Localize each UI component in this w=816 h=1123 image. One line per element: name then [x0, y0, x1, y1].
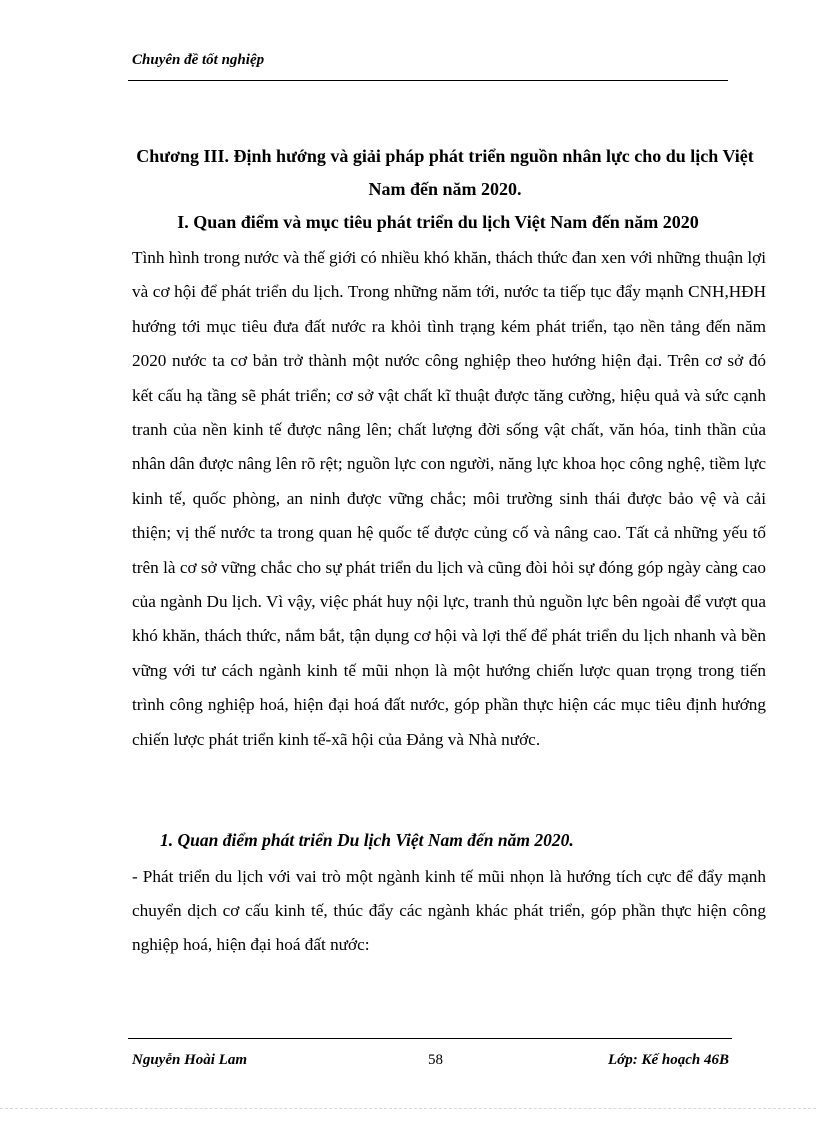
page-number: 58: [428, 1052, 443, 1068]
header-title: Chuyên đề tốt nghiệp: [132, 52, 265, 68]
footer-divider: [128, 1038, 732, 1039]
header-divider: [128, 80, 728, 81]
body-paragraph: Tình hình trong nước và thế giới có nhiều khó khăn, thách thức đan xen với những thuận lợi và cơ hội để phát triển du lịch. Trong những năm tới, nước ta tiếp tục đẩy mạnh CNH,HĐH hướng tới mục tiêu đưa đất nước ra khỏi tình trạng kém phát triển, tạo nền tảng đến năm 2020 nước ta cơ bản trở thành một nước công nghiệp theo hướng hiện đại. Trên cơ sở đó kết cấu hạ tầng sẽ phát triển; cơ sở vật chất kĩ thuật được tăng cường, hiệu quả và sức cạnh tranh của nền kinh tế được nâng lên; chất lượng đời sống vật chất, văn hóa, tinh thần của nhân dân được nâng lên rõ rệt; nguồn lực con người, năng lực khoa học công nghệ, tiềm lực kinh tế, quốc phòng, an ninh được vững chắc; môi trường sinh thái được bảo vệ và cải thiện; vị thế nước ta trong quan hệ quốc tế được củng cố và nâng cao. Tất cả những yếu tố trên là cơ sở vững chắc cho sự phát triển du lịch và cũng đòi hỏi sự đóng góp ngày càng cao của ngành Du lịch. Vì vậy, việc phát huy nội lực, tranh thủ nguồn lực bên ngoài để vượt qua khó khăn, thách thức, nắm bắt, tận dụng cơ hội và lợi thế để phát triển du lịch nhanh và bền vững với tư cách ngành kinh tế mũi nhọn là một hướng chiến lược quan trọng trong tiến trình công nghiệp hoá, hiện đại hoá đất nước, góp phần thực hiện các mục tiêu định hướng chiến lược phát triển kinh tế-xã hội của Đảng và Nhà nước.: [132, 248, 766, 749]
chapter-title: Chương III. Định hướng và giải pháp phát triển nguồn nhân lực cho du lịch Việt Nam đến năm 2020.: [136, 146, 754, 199]
footer-author: Nguyễn Hoài Lam: [132, 1052, 247, 1068]
subsection-title: 1. Quan điểm phát triển Du lịch Việt Nam đến năm 2020.: [160, 830, 574, 850]
page-bottom-edge: [0, 1108, 816, 1109]
footer-class-label: Lớp: Kế hoạch 46B: [608, 1052, 729, 1068]
section-title: I. Quan điểm và mục tiêu phát triển du lịch Việt Nam đến năm 2020: [177, 212, 699, 232]
bullet-paragraph: - Phát triển du lịch với vai trò một ngành kinh tế mũi nhọn là hướng tích cực để đẩy mạnh chuyển dịch cơ cấu kinh tế, thúc đẩy các ngành khác phát triển, góp phần thực hiện công nghiệp hoá, hiện đại hoá đất nước:: [132, 867, 766, 954]
